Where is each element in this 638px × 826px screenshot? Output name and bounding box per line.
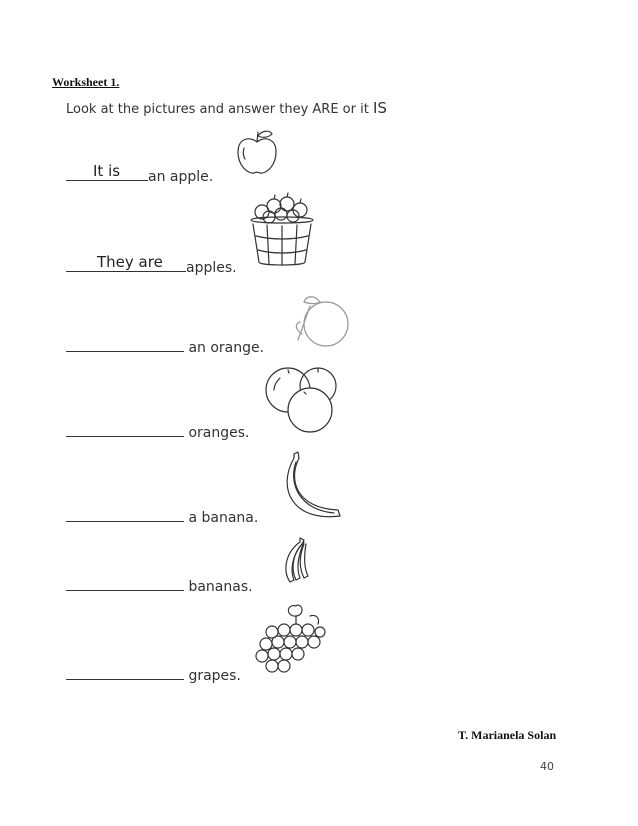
oranges-icon — [260, 364, 346, 434]
row-text-1: an apple. — [148, 169, 214, 185]
apple-basket-icon — [247, 190, 317, 268]
answer-blank-2[interactable] — [66, 255, 186, 272]
answer-blank-3[interactable] — [66, 335, 184, 352]
author-signature: T. Marianela Solan — [458, 728, 557, 742]
row-text-6: bananas. — [188, 579, 253, 595]
exercise-row-5 — [66, 505, 258, 525]
exercise-row-2 — [66, 255, 237, 275]
instruction-text: Look at the pictures and answer they ARE or it — [66, 102, 369, 117]
row-text-7: grapes. — [188, 668, 241, 684]
page-number: 40 — [540, 760, 554, 773]
orange-icon — [280, 292, 352, 350]
bananas-bunch-icon — [270, 536, 316, 584]
exercise-row-1 — [66, 164, 213, 184]
row-text-2: apples. — [186, 260, 237, 276]
row-text-5: a banana. — [188, 510, 259, 526]
answer-text-2: They are — [97, 253, 163, 271]
answer-blank-7[interactable] — [66, 663, 184, 680]
answer-blank-4[interactable] — [66, 420, 184, 437]
answer-blank-5[interactable] — [66, 505, 184, 522]
exercise-row-4 — [66, 420, 249, 440]
answer-blank-1[interactable] — [66, 164, 148, 181]
exercise-row-7 — [66, 663, 241, 683]
grapes-icon — [250, 602, 330, 676]
banana-icon — [274, 450, 344, 525]
instruction-is: IS — [372, 99, 387, 117]
row-text-4: oranges. — [188, 425, 250, 441]
instruction — [66, 99, 387, 117]
row-text-3: an orange. — [188, 340, 265, 356]
answer-text-1: It is — [93, 162, 121, 180]
exercise-row-3 — [66, 335, 264, 355]
worksheet-title: Worksheet 1. — [52, 75, 120, 89]
exercise-row-6 — [66, 574, 253, 594]
apple-icon — [234, 128, 280, 178]
answer-blank-6[interactable] — [66, 574, 184, 591]
